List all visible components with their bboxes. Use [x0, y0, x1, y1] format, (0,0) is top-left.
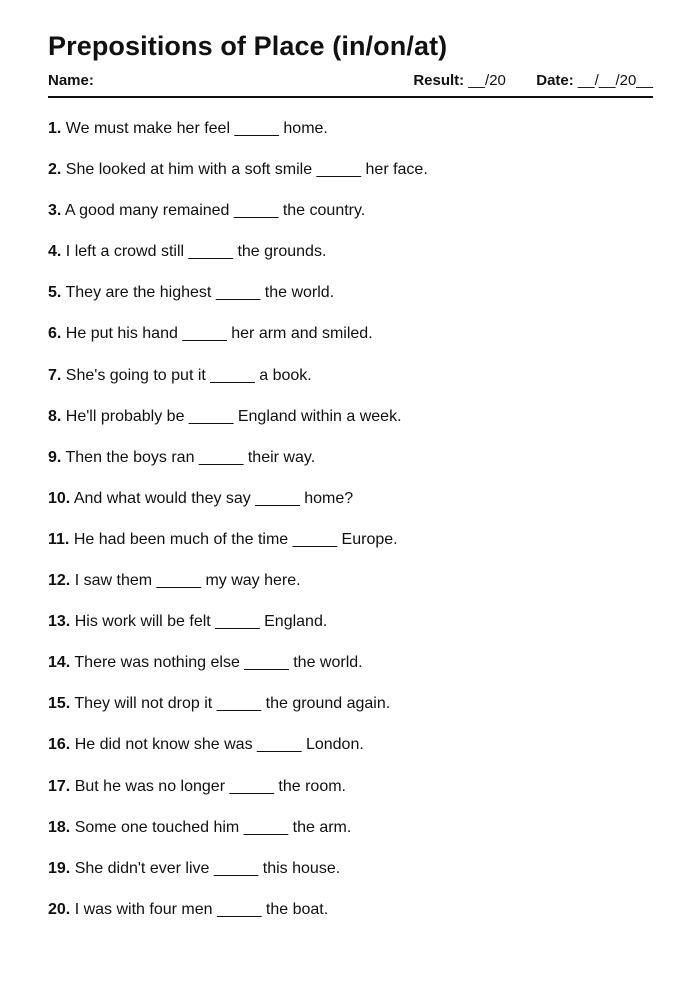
question-item — [48, 366, 428, 407]
question-item — [48, 530, 428, 571]
question-number: 4. — [48, 243, 62, 261]
question-item — [48, 694, 428, 735]
question-text: There was nothing else _____ the world. — [74, 654, 363, 672]
question-item — [48, 653, 428, 694]
question-item — [48, 735, 428, 776]
question-text: I was with four men _____ the boat. — [74, 900, 329, 918]
header-divider — [48, 96, 653, 98]
question-list — [48, 119, 428, 941]
question-text: And what would they say _____ home? — [73, 489, 354, 507]
question-item — [48, 407, 428, 448]
date-label: Date: — [536, 72, 574, 89]
date-value: __/__/20__ — [577, 72, 653, 89]
question-number: 13. — [48, 613, 71, 631]
question-text: Then the boys ran _____ their way. — [65, 448, 316, 466]
question-item — [48, 201, 428, 242]
question-item — [48, 160, 428, 201]
result-label: Result: — [413, 72, 465, 89]
result-date-group — [413, 72, 653, 89]
question-number: 8. — [48, 407, 62, 425]
question-number: 18. — [48, 818, 71, 836]
question-number: 14. — [48, 654, 71, 672]
worksheet-header — [48, 72, 653, 92]
question-item — [48, 571, 428, 612]
question-text: She looked at him with a soft smile _____ her face. — [65, 161, 428, 179]
question-number: 9. — [48, 448, 62, 466]
question-number: 5. — [48, 284, 62, 302]
question-number: 7. — [48, 366, 62, 384]
question-item — [48, 900, 428, 941]
question-number: 20. — [48, 900, 71, 918]
question-item — [48, 242, 428, 283]
question-item — [48, 283, 428, 324]
question-text: She didn't ever live _____ this house. — [74, 859, 341, 877]
question-text: She's going to put it _____ a book. — [65, 366, 312, 384]
question-number: 12. — [48, 572, 71, 590]
question-text: His work will be felt _____ England. — [74, 613, 328, 631]
question-item — [48, 324, 428, 365]
question-item — [48, 448, 428, 489]
question-item — [48, 119, 428, 160]
question-text: Some one touched him _____ the arm. — [74, 818, 352, 836]
name-label: Name: — [48, 72, 94, 89]
question-number: 19. — [48, 859, 71, 877]
question-text: He put his hand _____ her arm and smiled. — [65, 325, 373, 343]
question-text: We must make her feel _____ home. — [65, 120, 328, 137]
question-number: 1. — [48, 120, 62, 137]
question-text: He had been much of the time _____ Europe. — [73, 530, 398, 548]
question-item — [48, 777, 428, 818]
question-text: I saw them _____ my way here. — [74, 572, 301, 590]
question-number: 6. — [48, 325, 62, 343]
question-number: 10. — [48, 489, 71, 507]
question-text: A good many remained _____ the country. — [64, 202, 366, 220]
question-item — [48, 818, 428, 859]
question-number: 3. — [48, 202, 62, 220]
question-text: They will not drop it _____ the ground again. — [74, 695, 391, 713]
question-item — [48, 489, 428, 530]
question-number: 17. — [48, 777, 71, 795]
question-item — [48, 859, 428, 900]
question-text: I left a crowd still _____ the grounds. — [65, 243, 327, 261]
worksheet-title: Prepositions of Place (in/on/at) — [48, 31, 448, 61]
question-text: They are the highest _____ the world. — [65, 284, 335, 302]
question-item — [48, 612, 428, 653]
question-text: But he was no longer _____ the room. — [74, 777, 346, 795]
question-number: 15. — [48, 695, 71, 713]
result-value: __/20 — [468, 72, 506, 89]
question-text: He did not know she was _____ London. — [74, 736, 364, 754]
question-number: 16. — [48, 736, 71, 754]
question-number: 11. — [48, 530, 70, 548]
question-text: He'll probably be _____ England within a week. — [65, 407, 402, 425]
question-number: 2. — [48, 161, 62, 179]
